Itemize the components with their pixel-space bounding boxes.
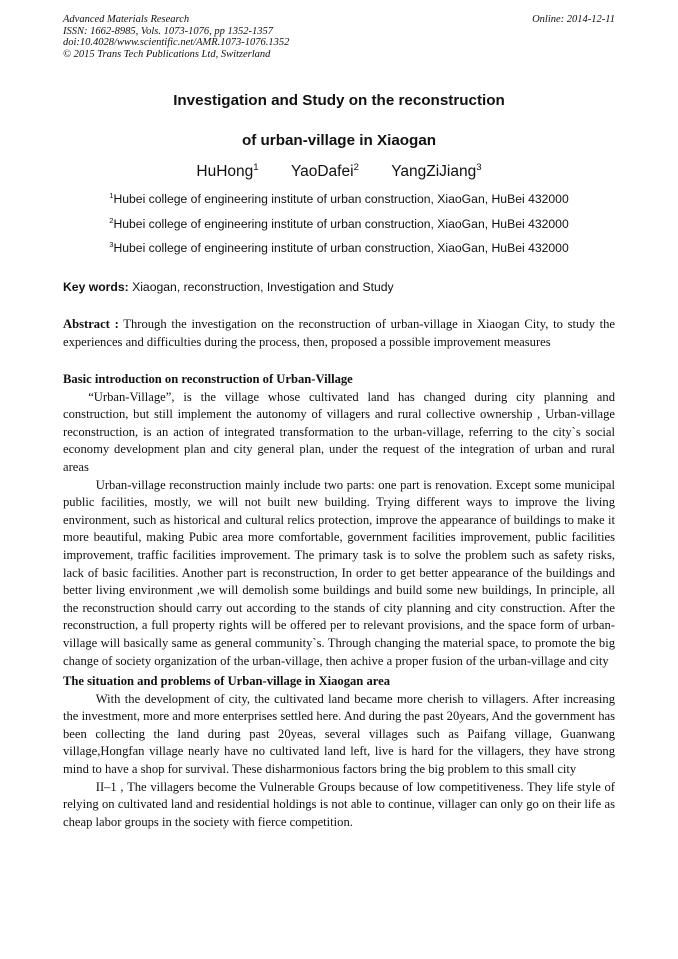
affiliation-mark: 2: [109, 215, 114, 225]
affiliation-1: [0, 192, 678, 206]
affiliation-mark: 1: [109, 190, 114, 200]
abstract-label: Abstract :: [63, 317, 119, 331]
affiliation-2: [0, 217, 678, 231]
affiliation-text: Hubei college of engineering institute of urban construction, XiaoGan, HuBei 432000: [113, 241, 569, 255]
keywords-label: Key words:: [63, 280, 129, 294]
author-name: HuHong: [196, 163, 254, 180]
author-2: [291, 163, 359, 180]
keywords-text: Xiaogan, reconstruction, Investigation and Study: [128, 280, 394, 294]
author-3: [391, 163, 481, 180]
author-affiliation-mark: 3: [476, 161, 482, 173]
paper-title-line-1: Investigation and Study on the reconstruction: [173, 92, 505, 109]
affiliation-3: [0, 241, 678, 255]
section1-paragraph-1: “Urban-Village”, is the village whose cultivated land has changed during city planning and construction, but still implement the autonomy of villagers and rural collective ownership , Urban-village reconstruction, is an action of integrated transformation to the urban-village, referring to the city`s social economy development plan and city general plan, under the request of the integration of urban and rural areas: [63, 389, 615, 474]
affiliation-text: Hubei college of engineering institute of urban construction, XiaoGan, HuBei 432000: [113, 192, 569, 206]
abstract: [63, 316, 615, 351]
copyright-line: © 2015 Trans Tech Publications Ltd, Switzerland: [63, 48, 271, 60]
author-affiliation-mark: 2: [353, 161, 359, 173]
page-header: [63, 14, 615, 60]
author-affiliation-mark: 1: [253, 161, 259, 173]
paper-title-line-2: of urban-village in Xiaogan: [241, 132, 437, 149]
issn-line: ISSN: 1662-8985, Vols. 1073-1076, pp 1352-1357: [63, 25, 273, 37]
doi-line: doi:10.4028/www.scientific.net/AMR.1073-1076.1352: [63, 37, 290, 49]
affiliation-mark: 3: [109, 239, 114, 249]
author-name: YaoDafei: [290, 163, 354, 180]
author-list: [0, 163, 678, 181]
section2-paragraph-1: With the development of city, the cultivated land became more cherish to villagers. After increasing the investment, more and more enterprises settled here. And during the past 20years, And the government has been collecting the land during past 20yeas, several villages such as Paifang village, Guanwang village,Hongfan village nearly have no cultivated land left, live is hard for the villagers, they have strong mind to have a shop for survival. These disharmonious factors bring the big problem to this small city: [63, 691, 615, 777]
author-1: [196, 163, 258, 180]
keywords: [63, 280, 615, 294]
journal-name: Advanced Materials Research: [63, 14, 190, 25]
main-text: [63, 371, 615, 831]
abstract-text: Through the investigation on the reconstruction of urban-village in Xiaogan City, to study the experiences and difficulties during the process, then, proposed a possible improvement measures: [63, 317, 615, 349]
author-name: YangZiJiang: [391, 163, 477, 180]
section1-paragraph-2: Urban-village reconstruction mainly include two parts: one part is renovation. Except some municipal public facilities, mostly, we will not built new building. Trying different ways to improve the living environment, such as historical and cultural relics protection, improve the appearance of buildings to make it more beautiful, making Pubic area more comfortable, government facilities improvement, public facilities improvement, traffic facilities improvement. The primary task is to solve the problem such as safety risks, lack of basic facilities. Another part is reconstruction, In order to get better appearance of the buildings and better living environment ,we will demolish some buildings and build some new buildings, In principle, all the reconstruction should carry out according to the stands of city planning and city construction. After the reconstruction, a full property rights will be offered per to relevant provisions, and the space form of urban-village will basically same as general community`s. Through changing the material space, to promote the big change of society organization of the urban-village, then achive a proper fusion of the urban-village and city: [63, 477, 615, 668]
online-date: Online: 2014-12-11: [532, 14, 615, 25]
section-heading-2: The situation and problems of Urban-village in Xiaogan area: [63, 674, 391, 689]
affiliation-text: Hubei college of engineering institute of urban construction, XiaoGan, HuBei 432000: [113, 217, 569, 231]
section-heading-1: Basic introduction on reconstruction of Urban-Village: [63, 372, 353, 386]
section2-paragraph-2: II–1 , The villagers become the Vulnerable Groups because of low competitiveness. They life style of relying on cultivated land and residential holdings is not able to continue, villager can only go on their life as cheap labor groups in the society with fierce competition.: [63, 779, 615, 829]
